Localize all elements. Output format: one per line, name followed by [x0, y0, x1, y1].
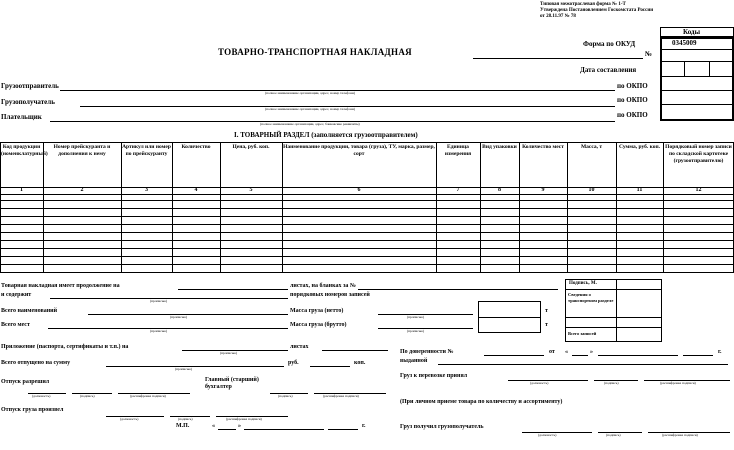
words-caption: (прописью)	[407, 329, 425, 333]
cargo-released-label: Отпуск груза произвел	[1, 407, 64, 413]
column-number: 3	[145, 187, 148, 193]
consignee-label: Грузополучатель	[1, 98, 55, 106]
okpo-label: по ОКПО	[617, 82, 648, 90]
decoding-caption: (расшифровка подписи)	[226, 417, 262, 421]
released-by-label: Отпуск разрешил	[1, 379, 50, 385]
signature-caption: (подпись)	[278, 394, 293, 398]
column-header: Цена, руб. коп.	[232, 144, 270, 150]
words-caption: (прописью)	[150, 329, 168, 333]
column-header: Артикул или номер по прейскуранту	[122, 144, 171, 157]
section-title: I. ТОВАРНЫЙ РАЗДЕЛ (заполняется грузоотправителем)	[234, 131, 418, 139]
t-unit: т	[545, 322, 548, 328]
column-number: 10	[588, 187, 595, 193]
words-caption: (прописью)	[175, 367, 193, 371]
column-header: Единица измерения	[444, 144, 472, 157]
codes-header-cell	[660, 27, 734, 37]
column-number: 9	[541, 187, 545, 193]
column-header: Сумма, руб. коп.	[618, 144, 661, 150]
sheets-unit: листах	[290, 344, 309, 350]
accountant-label: Главный (старший) бухгалтер	[205, 377, 259, 390]
signature-caption: (подпись)	[606, 433, 621, 437]
table-row	[0, 224, 734, 225]
column-header: Код продукции (номенклатурный)	[1, 144, 48, 157]
column-number: 2	[80, 187, 84, 193]
shipper-label: Грузоотправитель	[1, 82, 59, 90]
continuation-label: Товарная накладная имеет продолжение на	[1, 283, 120, 289]
form-note-line: Типовая межотраслевая форма № 1-Т	[540, 2, 626, 7]
codes-header: Коды	[683, 28, 701, 36]
words-caption: (прописью)	[150, 299, 168, 303]
sheets-label: листах, на бланках за №	[290, 283, 356, 289]
power-of-attorney-label: По доверенности №	[400, 349, 454, 355]
okpo-label: по ОКПО	[617, 96, 648, 104]
position-caption: (должность)	[530, 381, 549, 385]
ordinal-label: порядковых номеров записей	[290, 292, 370, 298]
table-row	[0, 216, 734, 217]
payer-caption: (полное наименование организации, адрес, банковские реквизиты)	[260, 122, 360, 126]
accepted-label: Груз к перевозке принял	[400, 373, 468, 379]
t-unit: т	[545, 308, 548, 314]
column-header: Вид упаковки	[482, 144, 517, 150]
received-by-label: Груз получил грузополучатель	[400, 424, 484, 430]
kop-unit: коп.	[354, 360, 366, 366]
column-number: 4	[194, 187, 198, 193]
rub-unit: руб.	[288, 360, 299, 366]
page-title: ТОВАРНО-ТРАНСПОРТНАЯ НАКЛАДНАЯ	[218, 47, 412, 57]
table-row	[0, 200, 734, 201]
contains-label: и содержит	[1, 292, 32, 298]
signature-caption: (подпись)	[604, 381, 619, 385]
column-header: Масса, т	[580, 144, 603, 150]
carrier-label: Сведения о транспортном разделе	[568, 292, 614, 303]
column-header: Номер прейскуранта и дополнения к нему	[53, 144, 111, 157]
decoding-caption: (расшифровка подписи)	[660, 381, 696, 385]
column-header: Порядковый номер записи по складской картотеке (грузоотправителю)	[665, 144, 732, 164]
day-open-quote: «	[565, 349, 568, 355]
okpo-label: по ОКПО	[617, 111, 648, 119]
column-number: 12	[695, 187, 702, 193]
number-sign: №	[645, 50, 653, 58]
okud-value: 0345009	[672, 39, 697, 47]
column-number: 11	[636, 187, 643, 193]
day-close-quote: »	[590, 349, 593, 355]
decoding-caption: (расшифровка подписи)	[323, 394, 359, 398]
column-header: Наименование продукции, товара (груза), ТУ, марка, размер, сорт	[283, 144, 435, 157]
mass-net-label: Масса груза (нетто)	[290, 308, 344, 314]
attachments-label: Приложение (паспорта, сертификаты и т.п.) на	[1, 344, 129, 350]
words-caption: (прописью)	[407, 315, 425, 319]
words-caption: (прописью)	[220, 351, 238, 355]
consignee-caption: (полное наименование организации, адрес, номер телефона)	[265, 107, 356, 111]
column-number: 1	[20, 187, 23, 193]
signature-caption: (подпись)	[178, 417, 193, 421]
table-row	[0, 248, 734, 249]
payer-label: Плательщик	[1, 113, 42, 121]
mp-label: М.П.	[176, 423, 190, 429]
total-names-label: Всего наименований	[1, 308, 58, 314]
position-caption: (должность)	[32, 394, 51, 398]
table-row	[0, 240, 734, 241]
year-label: г.	[718, 349, 722, 355]
column-number: 8	[498, 187, 501, 193]
records-label: Всего записей	[568, 331, 597, 336]
seal-label: Подпись, М.	[569, 281, 597, 286]
table-row	[0, 264, 734, 265]
day-close-quote: »	[238, 423, 241, 429]
form-note-line: от 28.11.97 № 78	[540, 14, 576, 19]
table-row	[0, 232, 734, 233]
column-number: 6	[357, 187, 361, 193]
mass-gross-label: Масса груза (брутто)	[290, 322, 347, 328]
signature-caption: (подпись)	[80, 394, 95, 398]
issued-label: выданной	[400, 358, 428, 364]
date-label: Дата составления	[580, 66, 637, 74]
decoding-caption: (расшифровка подписи)	[130, 394, 166, 398]
table-border	[0, 272, 734, 273]
column-header: Количество мест	[522, 144, 564, 150]
table-border	[0, 194, 734, 195]
total-places-label: Всего мест	[1, 322, 30, 328]
column-number: 7	[456, 187, 460, 193]
form-note	[540, 2, 653, 20]
table-row	[0, 208, 734, 209]
column-number: 5	[249, 187, 253, 193]
form-note-line: Утверждена Постановлением Госкомстата России	[540, 8, 654, 13]
words-caption: (прописью)	[170, 315, 188, 319]
received-note: (При личном приеме товара по количеству и ассортименту)	[400, 399, 563, 405]
table-row	[0, 256, 734, 257]
shipper-caption: (полное наименование организации, адрес, номер телефона)	[265, 91, 356, 95]
decoding-caption: (расшифровка подписи)	[662, 433, 698, 437]
okud-label: Форма по ОКУД	[583, 40, 636, 48]
column-header: Количество	[181, 144, 211, 150]
position-caption: (должность)	[538, 433, 557, 437]
year-label: г.	[362, 423, 366, 429]
released-sum-label: Всего отпущено на сумму	[1, 360, 71, 366]
from-label: от	[549, 349, 555, 355]
day-open-quote: «	[212, 423, 215, 429]
position-caption: (должность)	[120, 417, 139, 421]
